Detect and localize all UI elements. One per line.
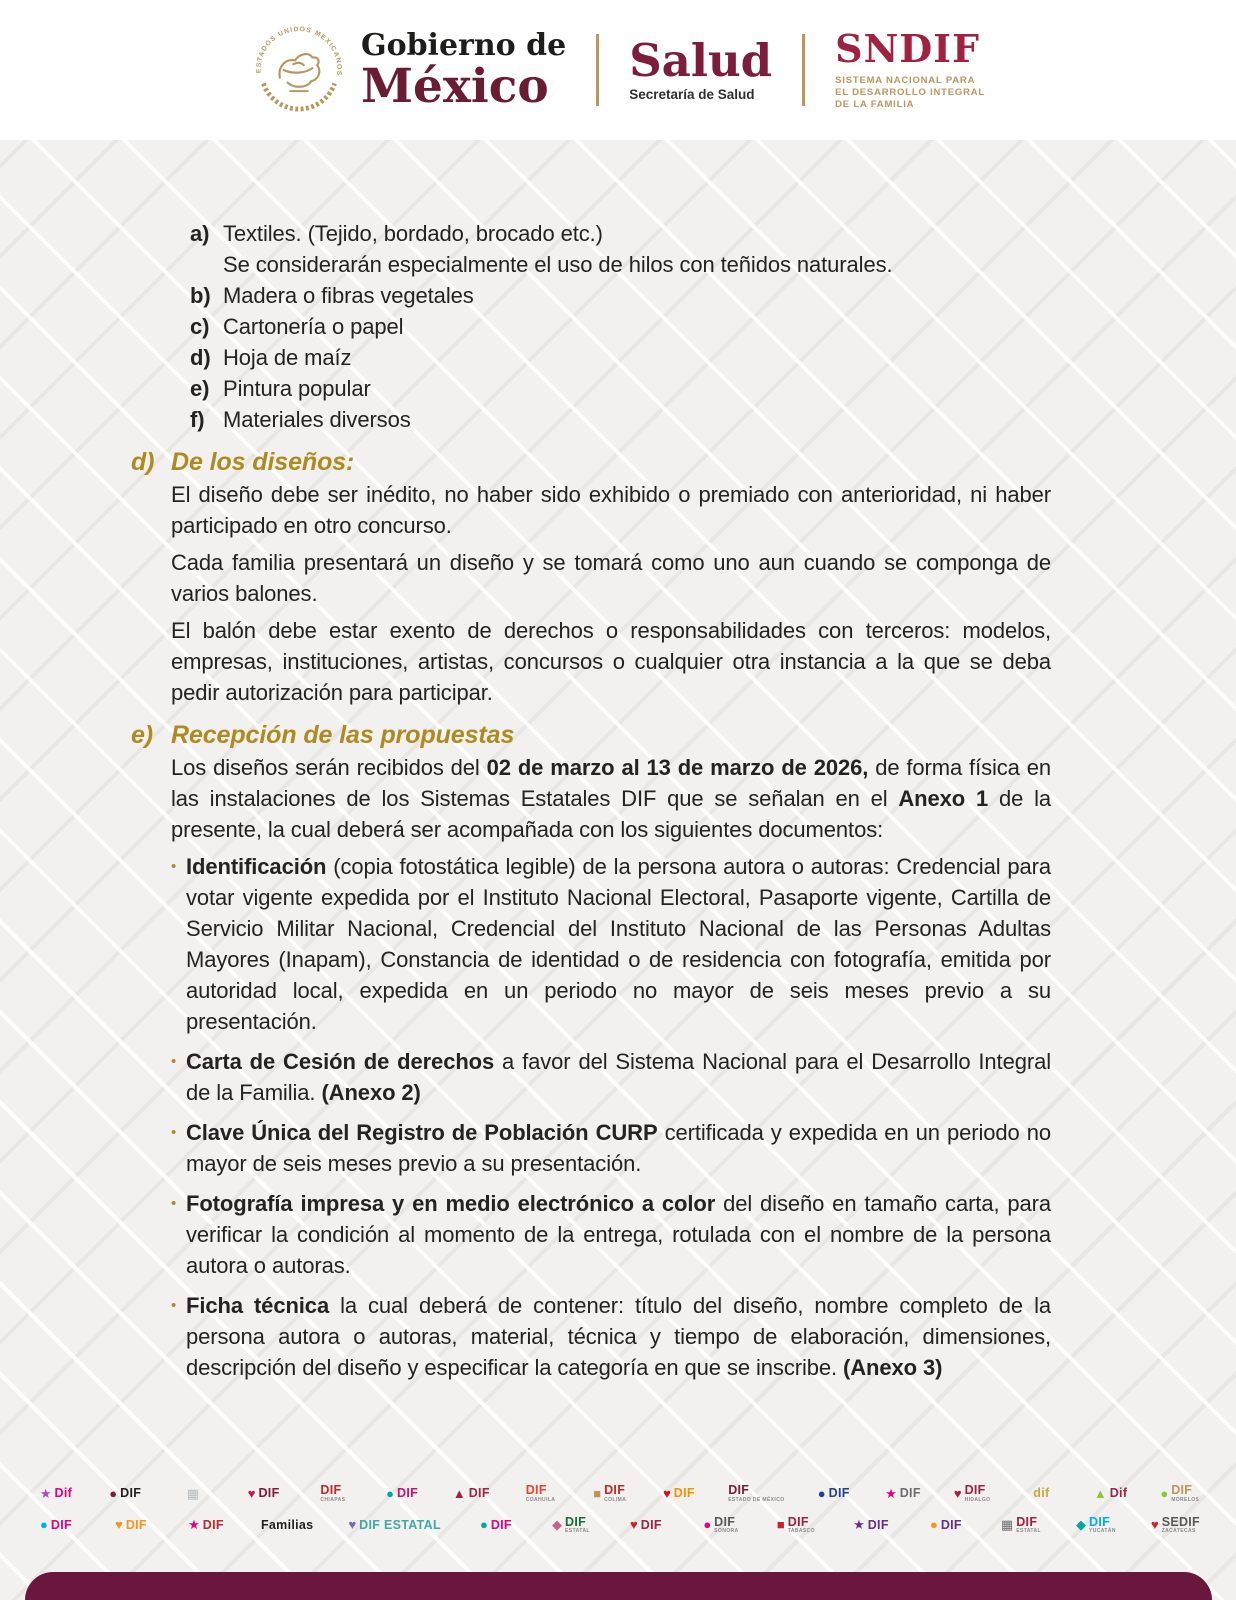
requirement-body: la cual deberá de contener: título del diseño, nombre completo de la persona autora o autoras, material, técnica y tiempo de elaboración, dimensiones, descripción del diseño y especificar la categoría en que se inscribe. [186,1293,1051,1380]
dif-sinaloa-text [641,1519,662,1532]
footer-logos-row-2 [36,1516,1200,1535]
dif-aguascalientes-icon: ★ [39,1485,52,1501]
material-note: Se considerarán especialmente el uso de hilos con teñidos naturales. [223,252,893,277]
dif-jalisco-text [1033,1487,1049,1500]
dif-chihuahua-label: DIF [397,1486,419,1500]
dif-yucatan-subtitle: YUCATÁN [1089,1528,1116,1534]
salud-title: Salud [629,34,773,88]
dif-aguascalientes-text [55,1487,73,1500]
dif-baja-california-text [120,1487,141,1500]
dif-michoacan-icon: ▲ [1093,1485,1107,1501]
dif-estatal-green-icon: ◆ [552,1517,563,1533]
requirement-item [171,1290,1051,1383]
designs-paragraph: Cada familia presentará un diseño y se tomará como uno aun cuando se componga de varios balones. [171,550,1051,606]
dif-tabasco-subtitle: TABASCO [787,1528,815,1534]
dif-colima-label: DIF [604,1483,626,1497]
dif-chiapas-label: DIF [320,1483,342,1497]
intro-segment: de la presente, la cual deberá ser acompañada con los siguientes documentos: [171,786,1051,842]
material-text [223,280,1050,311]
requirement-body: (copia fotostática legible) de la persona autora o autoras: Credencial para votar vigente expedida por el Instituto Nacional Electoral, Pasaporte vigente, Cartilla de Servicio Militar Nacional, Credencial del Instituto Nacional de las Personas Adultas Mayores (Inapam), Constancia de identidad o de residencia con fotografía, emitida por autoridad local, expedida en un periodo no mayor de seis meses previo a su presentación. [186,854,1051,1034]
dif-baja-california-logo [105,1487,145,1500]
dif-estatal-green-text [565,1516,590,1535]
dif-hidalgo-icon: ♥ [953,1485,962,1501]
dif-guerrero-logo [883,1487,923,1500]
gobierno-estatal-bcs-icon: ▦ [186,1485,200,1501]
dif-colima-subtitle: COLIMA [604,1496,627,1503]
requirement-item [171,851,1051,1037]
dif-morelos-subtitle: MORELOS [1171,1496,1200,1503]
dif-michoacan-label: Dif [1109,1486,1128,1500]
dif-guerrero-label: DIF [899,1486,921,1500]
dif-durango-label: DIF [673,1486,695,1500]
material-item [190,311,1050,342]
intro-bold-segment: 02 de marzo al 13 de marzo de 2026, [486,755,869,780]
material-item [190,373,1050,404]
dif-yucatan-label: DIF [1089,1514,1111,1529]
dif-hidalgo-text [965,1484,991,1503]
material-item [190,280,1050,311]
dif-jalisco-logo [1021,1487,1061,1500]
dif-estatal-crest-text [1016,1516,1041,1535]
dif-swirl-text [491,1519,512,1532]
dif-coahuila-text [526,1484,556,1503]
dif-swirl-label: DIF [490,1517,512,1532]
dif-estatal-hearts-icon: ♥ [348,1517,357,1533]
sndif-title: SNDIF [835,25,981,71]
dif-nayarit-text [51,1519,72,1532]
header-divider [596,34,599,106]
designs-paragraph: El diseño debe ser inédito, no haber sido exhibido o premiado con anterioridad, ni haber participado en otro concurso. [171,482,1051,538]
dif-hidalgo-subtitle: HIDALGO [964,1496,991,1503]
material-text [223,311,1050,342]
designs-paragraph: El balón debe estar exento de derechos o responsabilidades con terceros: modelos, empresas, instituciones, artistas, concursos o cualquier otra instancia a la que se deba pedir autorización para participar. [171,618,1051,705]
salud-subtitle: Secretaría de Salud [629,87,755,103]
section-reception-title: Recepción de las propuestas [171,721,515,749]
dif-durango-logo [659,1487,699,1500]
section-reception-heading [131,718,1051,752]
dif-bird-logo [926,1518,966,1531]
requirements-list [171,851,1051,1383]
requirement-tail: (Anexo 2) [321,1080,421,1105]
dif-bird-text [941,1519,962,1532]
dif-estado-de-mexico-label: DIF [728,1483,750,1497]
bullet-icon: • [171,858,177,875]
header-bar [0,0,1236,140]
dif-estado-de-mexico-logo [728,1484,784,1503]
dif-aguascalientes-logo [36,1487,76,1500]
dif-hidalgo-logo [952,1484,992,1503]
dif-tamaulipas-label: DIF [867,1517,889,1532]
dif-estatal-crest-logo [1001,1516,1041,1535]
dif-baja-california-icon: ● [109,1485,118,1501]
bullet-icon: • [171,1195,177,1212]
materials-list [131,218,1050,435]
bullet-icon: • [171,1297,177,1314]
material-text [223,373,1050,404]
material-text [223,342,1050,373]
dif-nuevo-leon-label: DIF [125,1517,147,1532]
material-item [190,218,1050,280]
dif-oaxaca-logo [186,1518,226,1531]
reception-intro [171,752,1051,845]
dif-tabasco-logo [776,1516,816,1535]
material-label: d) [190,345,211,370]
section-designs-heading [131,445,1051,479]
dif-estatal-crest-icon: ▦ [1000,1517,1014,1533]
dif-tamaulipas-logo [851,1518,891,1531]
requirement-body: certificada y expedida en un periodo no mayor de seis meses previo a su presentación. [186,1120,1051,1176]
material-text [223,218,1050,280]
dif-durango-text [674,1487,695,1500]
dif-guanajuato-text [829,1487,850,1500]
familias-dif-text [261,1519,313,1532]
requirement-body: del diseño en tamaño carta, para verificar la condición al momento de la entrega, rotulada con el nombre de la persona autora o autoras. [186,1191,1052,1278]
dif-coahuila-label: DIF [525,1483,547,1497]
brand-line-1: Gobierno de [360,27,567,63]
dif-morelos-logo [1160,1484,1200,1503]
dif-michoacan-logo [1091,1487,1131,1500]
requirement-item [171,1117,1051,1179]
dif-colima-logo [590,1484,630,1503]
requirement-lead: Clave Única del Registro de Población CURP [186,1120,658,1145]
material-text-line: Textiles. (Tejido, bordado, brocado etc.) [223,221,603,246]
dif-chiapas-subtitle: CHIAPAS [320,1496,346,1503]
dif-guerrero-text [900,1487,921,1500]
section-designs-label: d) [131,448,155,476]
dif-campeche-label: DIF [258,1486,280,1500]
dif-tamaulipas-text [868,1519,889,1532]
requirement-item [171,1046,1051,1108]
footer-logos [36,1484,1200,1534]
dif-morelos-label: DIF [1171,1483,1193,1497]
dif-tabasco-label: DIF [787,1514,809,1529]
dif-sonora-label: DIF [714,1514,736,1529]
dif-durango-icon: ♥ [663,1485,671,1501]
dif-nuevo-leon-logo [111,1518,151,1531]
gobierno-estatal-bcs-logo [174,1487,214,1500]
dif-bird-icon: ● [929,1517,938,1533]
dif-colima-text [604,1484,626,1503]
requirement-item [171,1188,1051,1281]
dif-guanajuato-icon: ● [817,1485,826,1501]
requirement-tail: (Anexo 3) [843,1355,943,1380]
dif-chiapas-logo [313,1484,353,1503]
bullet-icon: • [171,1053,177,1070]
footer-bar [25,1572,1212,1600]
dif-tabasco-text [788,1516,815,1535]
dif-estatal-hearts-logo [348,1518,440,1531]
intro-segment: de forma física en las instalaciones de los Sistemas Estatales DIF que se señalan en el [171,755,1051,811]
gobierno-de-mexico-wordmark [360,27,567,114]
dif-chiapas-text [320,1484,345,1503]
material-text [223,404,1050,435]
salud-logo [629,34,773,103]
dif-chihuahua-logo [382,1487,422,1500]
designs-paragraphs [131,479,1051,708]
dif-estatal-crest-subtitle: ESTATAL [1016,1528,1041,1534]
sedif-zacatecas-icon: ♥ [1150,1517,1159,1533]
material-label: e) [190,376,210,401]
brand-line-2: México [360,58,549,114]
dif-swirl-logo [476,1518,516,1531]
dif-oaxaca-text [203,1519,224,1532]
dif-sonora-logo [701,1516,741,1535]
dif-estatal-crest-label: DIF [1016,1514,1038,1529]
material-label: f) [190,407,205,432]
sedif-zacatecas-label: SEDIF [1161,1514,1200,1529]
reception-body [131,752,1051,1383]
dif-nayarit-label: DIF [50,1517,72,1532]
dif-tabasco-icon: ■ [776,1517,785,1533]
dif-hidalgo-label: DIF [964,1483,986,1497]
familias-dif-logo [261,1519,313,1532]
dif-ciudad-de-mexico-text [469,1487,490,1500]
dif-coahuila-logo [521,1484,561,1503]
requirement-lead: Identificación [186,854,327,879]
dif-estatal-green-subtitle: ESTATAL [565,1528,590,1534]
dif-sinaloa-label: DIF [640,1517,662,1532]
section-reception-label: e) [131,721,154,749]
material-item [190,342,1050,373]
dif-yucatan-logo [1076,1516,1116,1535]
dif-michoacan-text [1110,1487,1128,1500]
dif-estatal-green-label: DIF [565,1514,587,1529]
material-label: c) [190,314,210,339]
dif-colima-icon: ■ [593,1485,602,1501]
material-text-line: Madera o fibras vegetales [223,283,474,308]
dif-tamaulipas-icon: ★ [853,1517,865,1533]
requirement-lead: Fotografía impresa y en medio electrónico a color [186,1191,716,1216]
dif-campeche-text [258,1487,279,1500]
dif-estado-de-mexico-text [728,1484,784,1503]
intro-bold-segment: Anexo 1 [898,786,989,811]
dif-ciudad-de-mexico-icon: ▲ [452,1485,466,1501]
dif-estatal-hearts-label: DIF ESTATAL [359,1517,441,1532]
dif-yucatan-text [1089,1516,1116,1535]
sedif-zacatecas-subtitle: ZACATECAS [1161,1528,1196,1534]
mexico-coat-of-arms-icon [251,22,347,118]
dif-sinaloa-icon: ♥ [630,1517,638,1533]
dif-estado-de-mexico-subtitle: ESTADO DE MÉXICO [728,1496,785,1503]
sndif-subtitle: SISTEMA NACIONAL PARA EL DESARROLLO INTEGRAL DE LA FAMILIA [835,74,986,110]
requirement-lead: Carta de Cesión de derechos [186,1049,495,1074]
material-label: a) [190,221,210,246]
dif-guanajuato-logo [814,1487,854,1500]
dif-sonora-text [714,1516,738,1535]
dif-ciudad-de-mexico-label: DIF [468,1486,490,1500]
dif-nuevo-leon-text [126,1519,147,1532]
requirement-body: a favor del Sistema Nacional para el Desarrollo Integral de la Familia. [186,1049,1051,1105]
dif-sonora-icon: ● [703,1517,712,1533]
dif-baja-california-label: DIF [120,1486,142,1500]
material-text-line: Cartonería o papel [223,314,404,339]
dif-nayarit-icon: ● [40,1517,48,1533]
dif-nayarit-logo [36,1518,76,1531]
document-content [131,140,1051,1392]
material-text-line: Hoja de maíz [223,345,352,370]
dif-guanajuato-label: DIF [828,1486,850,1500]
intro-segment: Los diseños serán recibidos del [171,755,487,780]
header-divider [802,34,805,106]
dif-nuevo-leon-icon: ♥ [115,1517,123,1533]
dif-sinaloa-logo [626,1518,666,1531]
dif-morelos-text [1171,1484,1199,1503]
dif-oaxaca-icon: ★ [188,1517,200,1533]
dif-oaxaca-label: DIF [202,1517,224,1532]
sedif-zacatecas-text [1162,1516,1200,1535]
material-text-line: Pintura popular [223,376,371,401]
material-item [190,404,1050,435]
dif-sonora-subtitle: SONORA [714,1528,739,1534]
sndif-logo [835,25,986,111]
svg-text:ESTADOS UNIDOS MEXICANOS: ESTADOS UNIDOS MEXICANOS [255,26,343,77]
dif-yucatan-icon: ◆ [1076,1517,1087,1533]
dif-morelos-icon: ● [1160,1485,1169,1501]
dif-guerrero-icon: ★ [885,1485,897,1501]
dif-aguascalientes-label: Dif [54,1486,73,1500]
footer-logos-row-1 [36,1484,1200,1503]
dif-ciudad-de-mexico-logo [451,1487,491,1500]
bullet-icon: • [171,1124,177,1141]
sedif-zacatecas-logo [1151,1516,1200,1535]
dif-campeche-logo [244,1487,284,1500]
dif-estatal-hearts-text [359,1519,441,1532]
dif-chihuahua-icon: ● [386,1485,394,1501]
dif-estatal-green-logo [551,1516,591,1535]
familias-dif-label: Familias [261,1517,314,1532]
material-label: b) [190,283,211,308]
requirement-lead: Ficha técnica [186,1293,330,1318]
dif-bird-label: DIF [940,1517,962,1532]
dif-jalisco-label: dif [1033,1486,1050,1500]
dif-coahuila-subtitle: COAHUILA [525,1496,556,1503]
material-text-line: Materiales diversos [223,407,411,432]
dif-chihuahua-text [397,1487,418,1500]
section-designs-title: De los diseños: [171,448,355,476]
dif-campeche-icon: ♥ [247,1485,256,1501]
dif-swirl-icon: ● [479,1517,488,1533]
